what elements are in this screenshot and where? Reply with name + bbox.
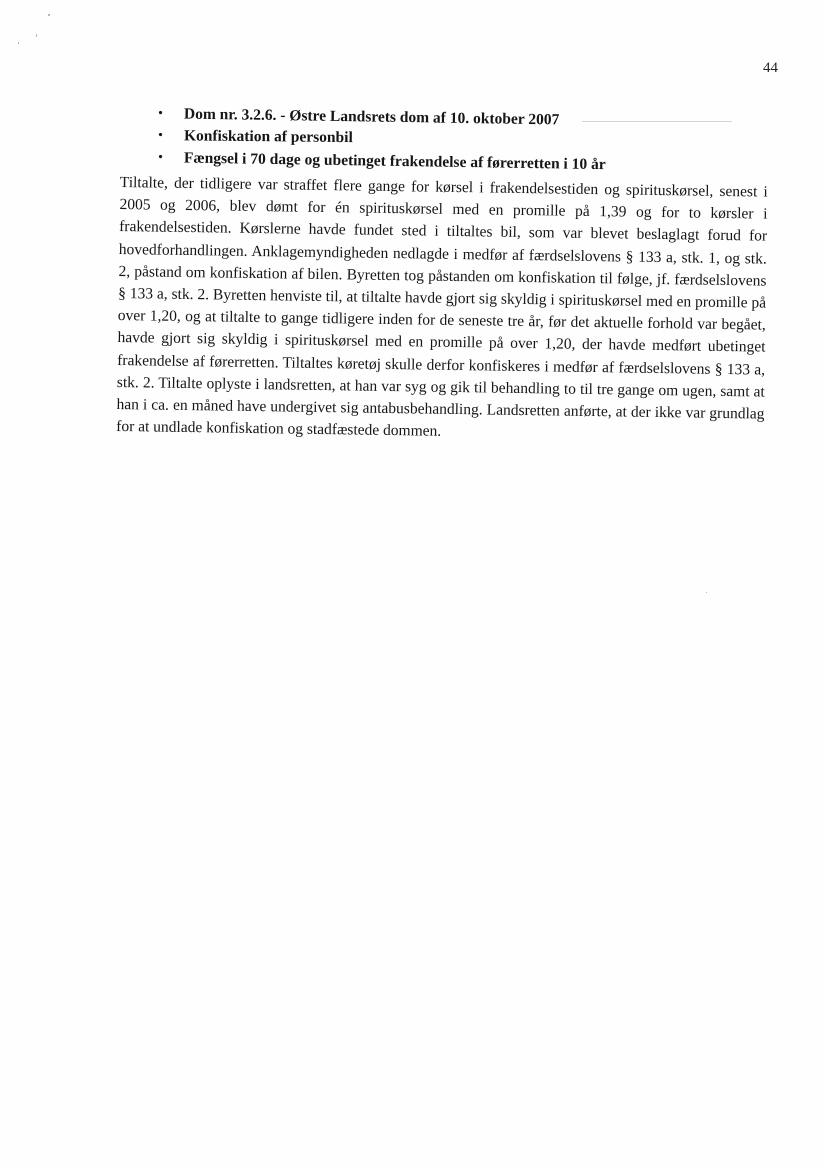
bullet-text: Fængsel i 70 dage og ubetinget frakendelse af førerretten i 10 år	[183, 149, 606, 174]
case-body-paragraph: Tiltalte, der tidligere var straffet flere gange for kørsel i frakendelsestiden og spirituskørsel, senest i 2005 og 2006, blev dømt for én spirituskørsel med en promille på 1,39 og for to kørsler i frakendelsestiden. Kørslerne havde fundet sted i tiltaltes bil, som var blevet beslaglagt forud for hovedforhandlingen. Anklagemyndigheden nedlagde i medfør af færdselslovens § 133 a, stk. 1, og stk. 2, påstand om konfiskation af bilen. Byretten tog påstanden om konfiskation til følge, jf. færdselslovens § 133 a, stk. 2. Byretten henviste til, at tiltalte havde gjort sig skyldig i spirituskørsel med en promille på over 1,20, og at tiltalte to gange tidligere inden for de seneste tre år, før det aktuelle forhold var begået, havde gjort sig skyldig i spirituskørsel med en promille på over 1,20, der havde medført ubetinget frakendelse af førerretten. Tiltaltes køretøj skulle derfor konfiskeres i medfør af færdselslovens § 133 a, stk. 2. Tiltalte oplyste i landsretten, at han var syg og gik til behandling to til tre gange om ugen, samt at han i ca. en måned have undergivet sig antabusbehandling. Landsretten anførte, at der ikke var grundlag for at undlade konfiskation og stadfæstede dommen.	[116, 173, 768, 441]
bullet-dot-icon: •	[157, 150, 164, 166]
scan-speck	[36, 34, 37, 37]
case-summary-bullets	[150, 103, 750, 174]
bullet-text: Konfiskation af personbil	[183, 127, 353, 147]
bullet-text: Dom nr. 3.2.6. - Østre Landsrets dom af 10. oktober 2007	[183, 105, 560, 129]
page-number: 44	[763, 60, 778, 76]
scan-speck	[706, 592, 707, 593]
scan-speck	[48, 14, 50, 16]
bullet-dot-icon: •	[157, 128, 163, 144]
bullet-dot-icon: •	[157, 106, 164, 122]
scan-speck	[18, 42, 19, 44]
